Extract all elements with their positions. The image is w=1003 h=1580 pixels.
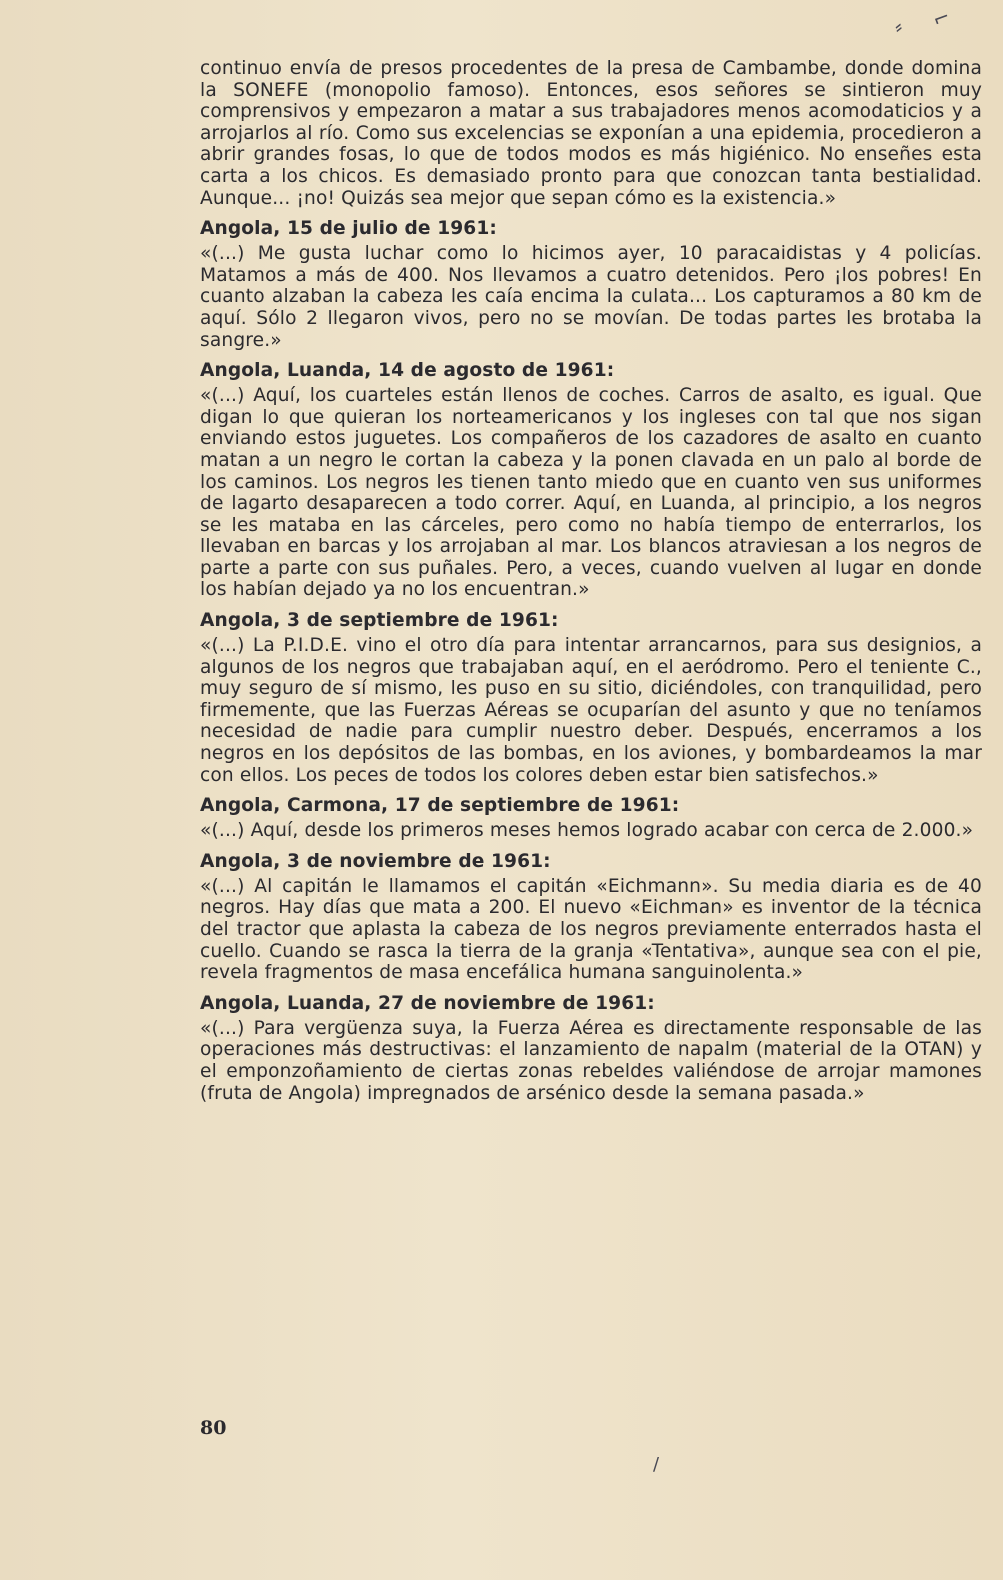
ink-mark: ⌐	[929, 3, 954, 33]
letter-excerpts	[200, 58, 982, 1104]
entry-heading: Angola, 3 de septiembre de 1961:	[200, 610, 559, 632]
entry-body: «(...) Para vergüenza suya, la Fuerza Aérea es directamente responsable de las operaciones más destructivas: el lanzamiento de napalm (material de la OTAN) y el emponzoñamiento de ciertas zonas rebeldes valiéndose de arrojar mamones (fruta de Angola) impregnados de arsénico desde la semana pasada.»	[200, 1017, 982, 1104]
entry-heading: Angola, Luanda, 27 de noviembre de 1961:	[200, 992, 655, 1014]
ink-mark: /	[653, 1454, 660, 1475]
entry-body: «(...) Aquí, los cuarteles están llenos de coches. Carros de asalto, es igual. Que digan lo que quieran los norteamericanos y los ingleses con tal que nos sigan enviando estos juguetes. Los compañeros de los cazadores de asalto en cuanto matan a un negro le cortan la cabeza y la ponen clavada en un palo al borde de los caminos. Los negros les tienen tanto miedo que en cuanto ven sus uniformes de lagarto desaparecen a todo correr. Aquí, en Luanda, al principio, a los negros se les mataba en las cárceles, pero como no había tiempo de enterrarlos, los llevaban en barcas y los arrojaban al mar. Los blancos atraviesan a los negros de parte a parte con sus puñales. Pero, a veces, cuando vuelven al lugar en donde los habían dejado ya no los encuentran.»	[200, 385, 982, 601]
entry-body: «(...) Aquí, desde los primeros meses hemos logrado acabar con cerca de 2.000.»	[200, 820, 974, 842]
entry-body: «(...) La P.I.D.E. vino el otro día para intentar arrancarnos, para sus designios, a algunos de los negros que trabajaban aquí, en el aeródromo. Pero el teniente C., muy seguro de sí mismo, les puso en su sitio, diciéndoles, con tranquilidad, pero firmemente, que las Fuerzas Aéreas se ocuparían del asunto y que no teníamos necesidad de nadie para cumplir nuestro deber. Después, encerramos a los negros en los depósitos de las bombas, en los aviones, y bombardeamos la mar con ellos. Los peces de todos los colores deben estar bien satisfechos.»	[200, 635, 982, 786]
entry-heading: Angola, Luanda, 14 de agosto de 1961:	[200, 360, 615, 382]
opening-paragraph: continuo envía de presos procedentes de la presa de Cambambe, donde domina la SONEFE (monopolio famoso). Entonces, esos señores se sintieron muy comprensivos y empezaron a matar a sus trabajadores menos acomodaticios y a arrojarlos al río. Como sus excelencias se exponían a una epidemia, procedieron a abrir grandes fosas, lo que de todos modos es más higiénico. No enseñes esta carta a los chicos. Es demasiado pronto para que conozcan tanta bestialidad. Aunque... ¡no! Quizás sea mejor que sepan cómo es la existencia.»	[200, 58, 982, 209]
entry-heading: Angola, 3 de noviembre de 1961:	[200, 850, 551, 872]
entry-body: «(...) Al capitán le llamamos el capitán «Eichmann». Su media diaria es de 40 negros. Hay días que mata a 200. El nuevo «Eichman» es inventor de la técnica del tractor que aplasta la cabeza de los negros previamente enterrados hasta el cuello. Cuando se rasca la tierra de la granja «Tentativa», aunque sea con el pie, revela fragmentos de masa encefálica humana sanguinolenta.»	[200, 875, 982, 984]
entry-heading: Angola, Carmona, 17 de septiembre de 1961:	[200, 795, 680, 817]
ink-mark: ⸗	[891, 13, 905, 39]
entry-heading: Angola, 15 de julio de 1961:	[200, 218, 497, 240]
entry-body: «(...) Me gusta luchar como lo hicimos ayer, 10 paracaidistas y 4 policías. Matamos a más de 400. Nos llevamos a cuatro detenidos. Pero ¡los pobres! En cuanto alzaban la cabeza les caía encima la culata... Los capturamos a 80 km de aquí. Sólo 2 llegaron vivos, pero no se movían. De todas partes les brotaba la sangre.»	[200, 243, 982, 351]
page-number: 80	[200, 1417, 227, 1439]
